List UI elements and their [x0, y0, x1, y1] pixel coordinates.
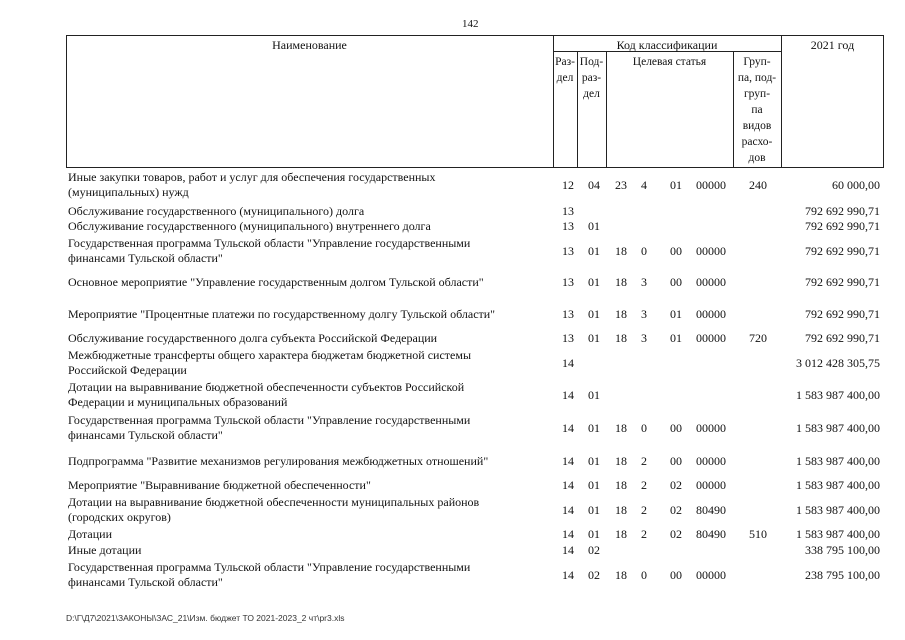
row-cs1: 18: [615, 568, 627, 582]
row-podrazdel: 01: [588, 244, 600, 258]
row-podrazdel: 01: [588, 388, 600, 402]
row-cs1: 18: [615, 275, 627, 289]
header-divider: [781, 35, 782, 168]
row-podrazdel: 02: [588, 543, 600, 557]
row-cs2: 0: [641, 244, 647, 258]
row-cs4: 00000: [696, 275, 726, 289]
row-name: Государственная программа Тульской области "Управление государственными финансами Тульской области": [68, 413, 471, 442]
row-cs3: 02: [670, 503, 682, 517]
row-podrazdel: 01: [588, 421, 600, 435]
column-header-vid-rashodov: Груп- па, под- груп- па видов расхо- дов: [737, 56, 777, 164]
row-razdel: 13: [562, 275, 574, 289]
row-razdel: 14: [562, 356, 574, 370]
row-razdel: 13: [562, 307, 574, 321]
row-name: Обслуживание государственного долга субъекта Российской Федерации: [68, 331, 438, 345]
row-cs4: 00000: [696, 454, 726, 468]
row-cs2: 2: [641, 503, 647, 517]
row-cs2: 3: [641, 275, 647, 289]
row-amount: 792 692 990,71: [805, 219, 880, 233]
row-amount: 238 795 100,00: [805, 568, 880, 582]
row-cs1: 18: [615, 503, 627, 517]
row-cs3: 02: [670, 478, 682, 492]
page-number: 142: [462, 18, 479, 30]
row-amount: 3 012 428 305,75: [796, 356, 880, 370]
row-cs2: 3: [641, 331, 647, 345]
row-amount: 792 692 990,71: [805, 275, 880, 289]
row-razdel: 13: [562, 331, 574, 345]
row-name: Государственная программа Тульской области "Управление государственными финансами Тульской области": [68, 560, 471, 589]
row-name: Дотации на выравнивание бюджетной обеспеченности субъектов Российской Федерации и муниципальных образований: [68, 380, 465, 409]
row-name: Основное мероприятие "Управление государственным долгом Тульской области": [68, 275, 484, 289]
row-amount: 792 692 990,71: [805, 331, 880, 345]
row-name: Дотации на выравнивание бюджетной обеспеченности муниципальных районов (городских округов): [68, 495, 480, 524]
row-razdel: 14: [562, 454, 574, 468]
row-name: Межбюджетные трансферты общего характера бюджетам бюджетной системы Российской Федерации: [68, 348, 472, 377]
row-podrazdel: 01: [588, 331, 600, 345]
row-cs3: 01: [670, 307, 682, 321]
column-header-razdel: Раз- дел: [555, 56, 575, 84]
row-amount: 792 692 990,71: [805, 307, 880, 321]
row-cs1: 18: [615, 478, 627, 492]
row-amount: 338 795 100,00: [805, 543, 880, 557]
column-header-celevaya: Целевая статья: [632, 56, 707, 68]
row-cs2: 4: [641, 178, 647, 192]
row-name: Государственная программа Тульской области "Управление государственными финансами Тульской области": [68, 236, 471, 265]
file-path: D:\Г\Д7\2021\ЗАКОНЫ\ЗАС_21\Изм. бюджет ТО 2021-2023_2 чт\pr3.xls: [66, 613, 345, 623]
row-cs4: 00000: [696, 568, 726, 582]
row-name: Обслуживание государственного (муниципального) долга: [68, 204, 365, 218]
row-cs3: 02: [670, 527, 682, 541]
row-razdel: 14: [562, 543, 574, 557]
row-amount: 1 583 987 400,00: [796, 421, 880, 435]
row-cs3: 01: [670, 178, 682, 192]
row-name: Подпрограмма "Развитие механизмов регулирования межбюджетных отношений": [68, 454, 489, 468]
row-name: Мероприятие "Выравнивание бюджетной обеспеченности": [68, 478, 371, 492]
row-cs4: 00000: [696, 331, 726, 345]
column-header-year: 2021 год: [810, 38, 855, 52]
row-podrazdel: 01: [588, 527, 600, 541]
row-razdel: 14: [562, 388, 574, 402]
row-vid: 720: [749, 331, 767, 345]
row-razdel: 12: [562, 178, 574, 192]
row-cs2: 0: [641, 421, 647, 435]
row-podrazdel: 01: [588, 503, 600, 517]
row-podrazdel: 02: [588, 568, 600, 582]
column-header-code: Код классификации: [616, 38, 718, 52]
row-name: Обслуживание государственного (муниципального) внутреннего долга: [68, 219, 431, 233]
row-razdel: 14: [562, 421, 574, 435]
row-cs2: 2: [641, 478, 647, 492]
row-cs1: 18: [615, 454, 627, 468]
column-header-name: Наименование: [272, 38, 347, 52]
row-cs4: 00000: [696, 307, 726, 321]
row-name: Иные дотации: [68, 543, 142, 557]
row-cs2: 0: [641, 568, 647, 582]
row-podrazdel: 01: [588, 454, 600, 468]
row-cs3: 01: [670, 331, 682, 345]
row-razdel: 13: [562, 244, 574, 258]
row-cs2: 2: [641, 454, 647, 468]
row-name: Иные закупки товаров, работ и услуг для обеспечения государственных (муниципальных) нужд: [68, 170, 436, 199]
row-cs2: 2: [641, 527, 647, 541]
row-cs1: 18: [615, 527, 627, 541]
row-podrazdel: 01: [588, 219, 600, 233]
row-cs1: 23: [615, 178, 627, 192]
row-amount: 1 583 987 400,00: [796, 503, 880, 517]
row-name: Мероприятие "Процентные платежи по государственному долгу Тульской области": [68, 307, 496, 321]
row-cs4: 00000: [696, 478, 726, 492]
row-cs4: 80490: [696, 503, 726, 517]
row-podrazdel: 01: [588, 478, 600, 492]
row-razdel: 14: [562, 527, 574, 541]
row-amount: 1 583 987 400,00: [796, 388, 880, 402]
row-razdel: 14: [562, 478, 574, 492]
row-amount: 1 583 987 400,00: [796, 454, 880, 468]
row-cs3: 00: [670, 244, 682, 258]
row-name: Дотации: [68, 527, 113, 541]
row-vid: 240: [749, 178, 767, 192]
row-cs2: 3: [641, 307, 647, 321]
column-header-podrazdel: Под- раз- дел: [579, 56, 604, 100]
row-razdel: 13: [562, 204, 574, 218]
row-cs1: 18: [615, 244, 627, 258]
row-cs1: 18: [615, 331, 627, 345]
row-cs1: 18: [615, 307, 627, 321]
row-amount: 1 583 987 400,00: [796, 478, 880, 492]
row-cs4: 00000: [696, 421, 726, 435]
row-amount: 1 583 987 400,00: [796, 527, 880, 541]
row-cs3: 00: [670, 568, 682, 582]
row-cs4: 00000: [696, 244, 726, 258]
row-podrazdel: 01: [588, 307, 600, 321]
row-cs3: 00: [670, 275, 682, 289]
row-razdel: 13: [562, 219, 574, 233]
row-amount: 792 692 990,71: [805, 204, 880, 218]
row-vid: 510: [749, 527, 767, 541]
row-amount: 792 692 990,71: [805, 244, 880, 258]
row-podrazdel: 01: [588, 275, 600, 289]
row-razdel: 14: [562, 503, 574, 517]
row-cs3: 00: [670, 421, 682, 435]
row-cs1: 18: [615, 421, 627, 435]
row-cs4: 80490: [696, 527, 726, 541]
row-podrazdel: 04: [588, 178, 600, 192]
row-cs3: 00: [670, 454, 682, 468]
row-amount: 60 000,00: [832, 178, 880, 192]
row-razdel: 14: [562, 568, 574, 582]
row-cs4: 00000: [696, 178, 726, 192]
